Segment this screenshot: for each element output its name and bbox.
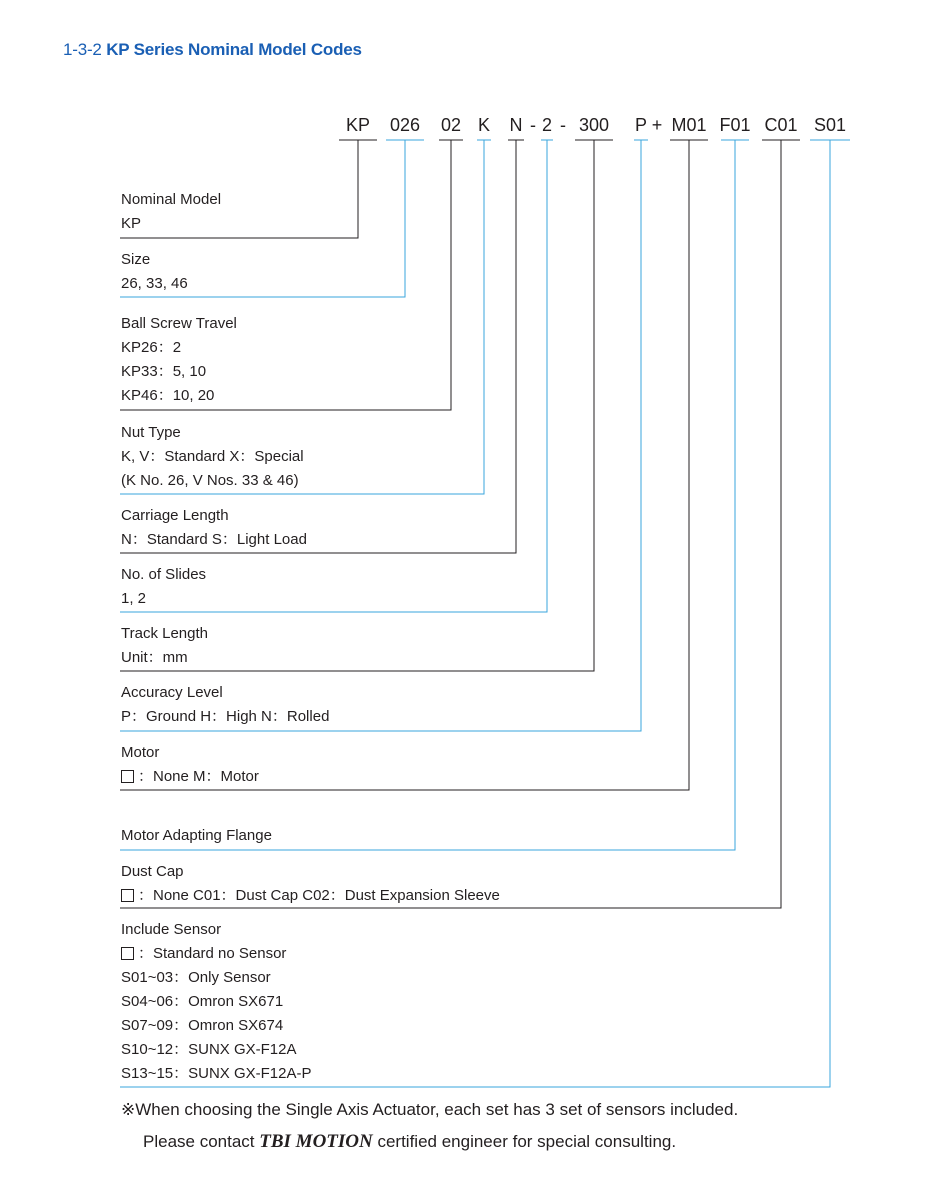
field-value: 26, 33, 46 xyxy=(121,275,188,292)
field-value: 1, 2 xyxy=(121,590,147,607)
blank-box-icon xyxy=(121,947,134,960)
code-part: KP xyxy=(345,115,371,135)
code-part: S01 xyxy=(813,115,847,135)
field-value-row xyxy=(121,469,304,493)
field-value: P：Ground H：High N：Rolled xyxy=(121,708,330,725)
code-part: 2 xyxy=(541,115,553,135)
blank-box-icon xyxy=(121,770,134,783)
field-title: Ball Screw Travel xyxy=(121,315,237,332)
code-part: P xyxy=(634,115,648,135)
field-value-row xyxy=(121,212,221,236)
contact-note xyxy=(143,1131,676,1153)
field-value: S07~09：Omron SX674 xyxy=(121,1017,284,1034)
field-value: ：None C01：Dust Cap C02：Dust Expansion Sleeve xyxy=(138,887,500,904)
field-title: Nominal Model xyxy=(121,191,222,208)
field-block xyxy=(121,504,307,552)
brand-name: TBI MOTION xyxy=(259,1131,373,1152)
field-value-row xyxy=(121,646,208,670)
field-value: KP33：5, 10 xyxy=(121,363,207,380)
code-part: - xyxy=(560,115,566,135)
code-part: C01 xyxy=(764,115,798,135)
field-value-row xyxy=(121,990,312,1014)
field-block xyxy=(121,563,206,611)
code-part: - xyxy=(530,115,536,135)
contact-prefix: Please contact xyxy=(143,1132,255,1151)
code-part: 026 xyxy=(389,115,421,135)
field-value-row xyxy=(121,1062,312,1086)
field-block xyxy=(121,741,259,789)
field-value-row xyxy=(121,336,237,360)
blank-box-icon xyxy=(121,889,134,902)
field-title: Accuracy Level xyxy=(121,684,223,701)
field-value-row xyxy=(121,587,206,611)
field-value-row xyxy=(121,272,188,296)
field-value-row xyxy=(121,384,237,408)
field-title: Nut Type xyxy=(121,424,181,441)
field-value: (K No. 26, V Nos. 33 & 46) xyxy=(121,472,299,489)
field-value-row xyxy=(121,942,312,966)
code-part: F01 xyxy=(719,115,751,135)
field-title: Carriage Length xyxy=(121,507,229,524)
field-block xyxy=(121,918,312,1086)
field-value: KP26：2 xyxy=(121,339,182,356)
field-title: Dust Cap xyxy=(121,863,184,880)
field-value: S01~03：Only Sensor xyxy=(121,969,271,986)
field-title: Size xyxy=(121,251,151,268)
field-value-row xyxy=(121,1038,312,1062)
code-part: M01 xyxy=(671,115,707,135)
code-part: + xyxy=(651,115,663,135)
field-value-row xyxy=(121,528,307,552)
field-value-row xyxy=(121,705,329,729)
field-value: N：Standard S：Light Load xyxy=(121,531,307,548)
section-number: 1-3-2 xyxy=(63,40,102,59)
field-value: Unit：mm xyxy=(121,649,188,666)
field-block xyxy=(121,248,188,296)
code-part: K xyxy=(477,115,491,135)
field-block xyxy=(121,312,237,408)
field-value-row xyxy=(121,360,237,384)
sensor-note: ※When choosing the Single Axis Actuator, each set has 3 set of sensors included. xyxy=(121,1100,739,1119)
field-value: KP46：10, 20 xyxy=(121,387,215,404)
field-block xyxy=(121,421,304,493)
field-value-row xyxy=(121,1014,312,1038)
code-part: N xyxy=(509,115,523,135)
field-block xyxy=(121,188,221,236)
contact-suffix: certified engineer for special consulting. xyxy=(377,1132,677,1151)
code-part: 02 xyxy=(440,115,462,135)
code-part: 300 xyxy=(578,115,610,135)
field-block xyxy=(121,622,208,670)
field-value: KP xyxy=(121,215,142,232)
field-value-row xyxy=(121,445,304,469)
field-title: Motor xyxy=(121,744,160,761)
field-value: S10~12：SUNX GX-F12A xyxy=(121,1041,297,1058)
field-value: ：Standard no Sensor xyxy=(138,945,287,962)
field-value-row xyxy=(121,884,500,908)
field-title: No. of Slides xyxy=(121,566,207,583)
field-value-row xyxy=(121,966,312,990)
field-title: Track Length xyxy=(121,625,208,642)
field-block xyxy=(121,681,329,729)
field-title: Motor Adapting Flange xyxy=(121,827,272,844)
field-block xyxy=(121,860,500,908)
field-value-row xyxy=(121,765,259,789)
field-value: S13~15：SUNX GX-F12A-P xyxy=(121,1065,312,1082)
field-value: S04~06：Omron SX671 xyxy=(121,993,284,1010)
field-title: Include Sensor xyxy=(121,921,222,938)
field-block xyxy=(121,824,272,848)
field-value: K, V：Standard X：Special xyxy=(121,448,304,465)
section-title: KP Series Nominal Model Codes xyxy=(106,40,362,59)
field-value: ：None M：Motor xyxy=(138,768,259,785)
